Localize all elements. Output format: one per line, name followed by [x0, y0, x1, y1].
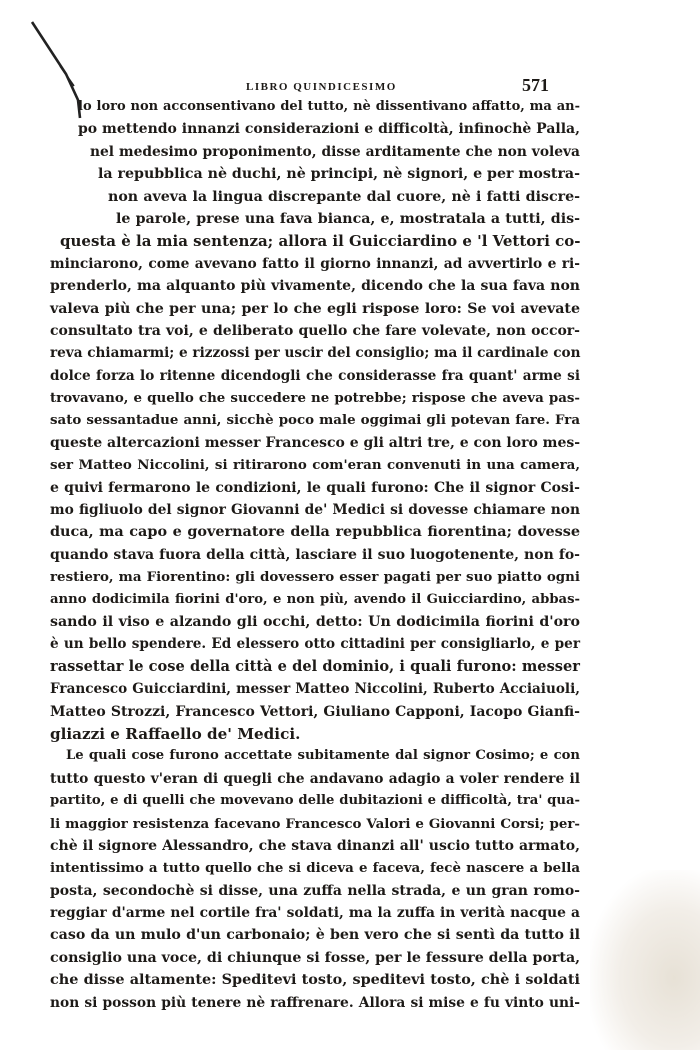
text-line: minciarono, come avevano fatto il giorno innanzi, ad avvertirlo e ri- — [50, 255, 580, 272]
text-line: Francesco Guicciardini, messer Matteo Niccolini, Ruberto Acciaiuoli, — [50, 681, 580, 698]
text-line: partito, e di quelli che movevano delle dubitazioni e difficoltà, tra' qua- — [50, 793, 580, 809]
text-line: sato sessantadue anni, sicchè poco male oggimai gli potevan fare. Fra — [50, 412, 580, 429]
text-line: la repubblica nè duchi, nè principi, nè signori, e per mostra- — [98, 166, 580, 183]
text-line: tutto questo v'eran di quegli che andavano adagio a voler rendere il — [50, 770, 580, 787]
text-line: Matteo Strozzi, Francesco Vettori, Giuliano Capponi, Iacopo Gianfi- — [50, 703, 580, 720]
text-line: Le quali cose furono accettate subitamente dal signor Cosimo; e con — [66, 748, 580, 764]
running-title: LIBRO QUINDICESIMO — [246, 81, 397, 93]
text-line: valeva più che per una; per lo che egli rispose loro: Se voi avevate — [50, 300, 580, 317]
text-line: nel medesimo proponimento, disse arditamente che non voleva — [90, 143, 580, 160]
body-text — [50, 96, 580, 1014]
text-line: e quivi fermarono le condizioni, le quali furono: Che il signor Cosi- — [50, 479, 580, 496]
text-line: dolce forza lo ritenne dicendogli che considerasse fra quant' arme si — [50, 367, 580, 384]
text-line: chè il signore Alessandro, che stava dinanzi all' uscio tutto armato, — [50, 837, 580, 854]
text-line: rassettar le cose della città e del dominio, i quali furono: messer — [50, 657, 580, 675]
text-line: queste altercazioni messer Francesco e gli altri tre, e con loro mes- — [50, 434, 581, 451]
text-line: consultato tra voi, e deliberato quello che fare volevate, non occor- — [50, 322, 580, 339]
text-line: li maggior resistenza facevano Francesco Valori e Giovanni Corsi; per- — [50, 815, 580, 832]
text-line: caso da un mulo d'un carbonaio; è ben vero che si sentì da tutto il — [50, 927, 580, 944]
text-line: gliazzi e Raffaello de' Medici. — [50, 724, 301, 743]
text-line: restiero, ma Fiorentino: gli dovessero esser pagati per suo piatto ogni — [50, 569, 580, 586]
text-line: sando il viso e alzando gli occhi, detto: Un dodicimila fiorini d'oro — [50, 613, 580, 630]
text-line: po mettendo innanzi considerazioni e difficoltà, infinochè Palla, — [78, 121, 580, 138]
text-line: anno dodicimila fiorini d'oro, e non più, avendo il Guicciardino, abbas- — [50, 591, 580, 607]
text-line: reggiar d'arme nel cortile fra' soldati, ma la zuffa in verità nacque a — [50, 905, 580, 922]
text-line: che disse altamente: Speditevi tosto, speditevi tosto, chè i soldati — [50, 971, 580, 989]
text-line: le parole, prese una fava bianca, e, mostratala a tutti, dis- — [116, 210, 580, 227]
text-line: trovavano, e quello che succedere ne potrebbe; rispose che aveva pas- — [50, 390, 580, 407]
text-line: mo figliuolo del signor Giovanni de' Medici si dovesse chiamare non — [50, 502, 580, 519]
text-line: questa è la mia sentenza; allora il Guicciardino e 'l Vettori co- — [60, 232, 581, 251]
text-line: consiglio una voce, di chiunque si fosse, per le fessure della porta, — [50, 949, 581, 966]
text-line: prenderlo, ma alquanto più vivamente, dicendo che la sua fava non — [50, 278, 580, 295]
paper-stain — [590, 870, 700, 1050]
text-line: duca, ma capo e governatore della repubblica fiorentina; dovesse — [50, 523, 580, 541]
text-line: non si posson più tenere nè raffrenare. Allora si mise e fu vinto uni- — [50, 994, 580, 1011]
text-line: intentissimo a tutto quello che si diceva e faceva, fecè nascere a bella — [50, 860, 580, 877]
text-line: non aveva la lingua discrepante dal cuore, nè i fatti discre- — [108, 188, 580, 205]
page-number: 571 — [522, 75, 549, 95]
text-line: posta, secondochè si disse, una zuffa nella strada, e un gran romo- — [50, 882, 580, 899]
text-line: reva chiamarmi; e rizzossi per uscir del consiglio; ma il cardinale con — [50, 345, 581, 362]
text-line: è un bello spendere. Ed elessero otto cittadini per consigliarlo, e per — [50, 636, 580, 653]
text-line: lo loro non acconsentivano del tutto, nè dissentivano affatto, ma an- — [78, 99, 580, 114]
text-line: ser Matteo Niccolini, si ritirarono com'eran convenuti in una camera, — [50, 457, 580, 474]
text-line: quando stava fuora della città, lasciare il suo luogotenente, non fo- — [50, 546, 580, 563]
